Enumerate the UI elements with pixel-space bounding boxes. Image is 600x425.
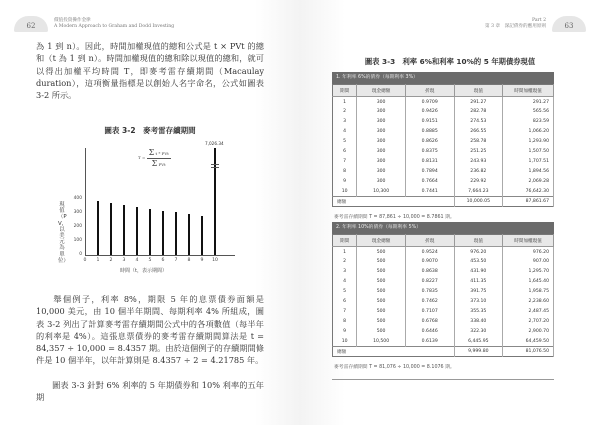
x-tick: 3	[122, 258, 126, 263]
bar-chart	[60, 140, 260, 275]
x-tick: 10	[212, 258, 218, 263]
column-header: 現值	[454, 85, 503, 97]
x-tick: 8	[187, 258, 191, 263]
duration-note: 麥考雷存續期間 T = 81,076 ÷ 10,000 = 8.1076 期。	[334, 365, 455, 370]
body-paragraph-2: 舉個例子，利率 8%，期限 5 年的息票債券面額是 10,000 美元，由 10 個半年期間、每期利率 4% 所組成，圖表 3-2 列出了計算麥考雷存續期間公式中的各項數值（每半年的利率是 4%）。這張息票債券的麥考雷存續期間算法是 t = 84,357 ÷ 10,000 = 8.4357 期。由於這個例子的存續期間條件是 10 個半年，以年計算則是 8.4357 ÷ 2 = 4.21785 年。	[36, 294, 264, 366]
chapter-label: 第 3 章 深記債券的應用原則	[485, 24, 546, 29]
table-row: 10 10,500 0.6139 6,445.95 64,459.50	[333, 337, 554, 347]
column-header: 時間加權現值	[503, 85, 554, 97]
body-paragraph-1: 為 1 到 n）。因此，時間加權現值的總和公式是 t × PVt 的總和（t 為 1 到 n）。時間加權現值的總和除以現值的總和，就可以得出加權平均時間 T，即麥考雷存續期間（Macaulay duration），這項衡量指標是以創始人名字命名，公式如圖表 3-2 所示。	[36, 41, 264, 101]
page-number: 62	[14, 16, 48, 32]
bar-t6	[162, 211, 165, 255]
bond-table-6pct	[332, 72, 554, 220]
left-page-header	[14, 16, 174, 32]
bar-t4	[136, 207, 139, 255]
table-heading: 1. 年利率 6%的債券（每期利率 3%）	[332, 72, 554, 84]
column-header: 現值	[454, 235, 503, 247]
y-tick: 400	[73, 196, 82, 201]
y-tick: 0	[79, 252, 82, 257]
table-row: 3 300 0.9151 274.53 823.59	[333, 117, 554, 127]
right-page-header	[485, 16, 586, 32]
book-subtitle: A Modern Approach to Graham and Dodd Investing	[54, 24, 175, 29]
bar-t9	[201, 216, 204, 255]
table-row: 2 500 0.9070 453.50 907.00	[333, 257, 554, 267]
x-tick: 6	[161, 258, 165, 263]
table-row: 4 300 0.8885 266.55 1,066.20	[333, 127, 554, 137]
table-row: 8 300 0.7894 236.82 1,894.56	[333, 167, 554, 177]
part-label: Part 2	[531, 17, 546, 23]
table-row: 9 500 0.6446 322.30 2,900.70	[333, 327, 554, 337]
bar-t8	[188, 214, 191, 255]
x-axis-label: 時間（t，表示期間）	[120, 268, 167, 274]
bar-t1	[97, 201, 100, 255]
bar-t7	[175, 212, 178, 255]
table-row: 4 500 0.8227 411.35 1,645.40	[333, 277, 554, 287]
y-tick: 100	[73, 238, 82, 243]
column-header: 期間	[333, 85, 357, 97]
axis-break-mark	[211, 164, 219, 165]
right-page	[300, 0, 600, 425]
column-header: 折現	[405, 85, 454, 97]
table-header-row	[333, 235, 554, 247]
x-tick: 0	[83, 258, 87, 263]
y-axis-label: 現值（PV，以美元為單位）	[58, 202, 69, 264]
page-number: 63	[552, 16, 586, 32]
table-row: 1 500 0.9524 976.20 976.20	[333, 247, 554, 257]
column-header: 折現	[405, 235, 454, 247]
table-row: 10 10,300 0.7441 7,664.23 76,642.30	[333, 187, 554, 197]
bond-table-10pct	[332, 222, 554, 380]
x-tick: 1	[96, 258, 100, 263]
column-header: 現金總額	[357, 235, 406, 247]
divider	[332, 379, 554, 380]
bar-value-label: 7,026.34	[205, 141, 224, 146]
table-row: 5 300 0.8626 258.78 1,293.90	[333, 137, 554, 147]
bar-t5	[149, 209, 152, 255]
data-table	[332, 234, 554, 357]
table-row: 9 300 0.7664 229.92 2,069.28	[333, 177, 554, 187]
column-header: 現金總額	[357, 85, 406, 97]
y-tick: 200	[73, 224, 82, 229]
table-row: 8 500 0.6768 338.40 2,707.20	[333, 317, 554, 327]
table-total-row: 總額 10,000.05 87,861.67	[333, 197, 554, 207]
column-header: 時間加權現值	[503, 235, 554, 247]
duration-note: 麥考雷存續期間 T = 87,861 ÷ 10,000 = 8.7861 期。	[334, 215, 455, 220]
table-row: 1 300 0.9709 291.27 291.27	[333, 97, 554, 107]
y-tick: 300	[73, 210, 82, 215]
table-header-row	[333, 85, 554, 97]
x-tick: 4	[135, 258, 139, 263]
book-title: 價值投資操作金律	[54, 17, 91, 23]
table-row: 6 500 0.7462 373.10 2,238.60	[333, 297, 554, 307]
x-tick: 5	[148, 258, 152, 263]
body-paragraph-3: 圖表 3-3 針對 6% 利率的 5 年期債券和 10% 利率的五年期	[36, 380, 264, 403]
table-row: 5 500 0.7835 391.75 1,958.75	[333, 287, 554, 297]
x-axis	[85, 255, 235, 256]
table-row: 3 500 0.8638 431.90 1,295.70	[333, 267, 554, 277]
x-tick: 9	[200, 258, 204, 263]
x-tick: 2	[109, 258, 113, 263]
y-axis	[85, 148, 86, 255]
x-tick: 7	[174, 258, 178, 263]
table-row: 7 500 0.7107 355.35 2,487.45	[333, 307, 554, 317]
chart-title: 圖表 3-2 麥考雷存續期間	[104, 126, 196, 135]
table-title: 圖表 3-3 利率 6%和利率 10%的 5 年期債券現值	[364, 57, 536, 66]
table-heading: 2. 年利率 10%的債券（每期利率 5%）	[332, 222, 554, 234]
bar-t2	[110, 203, 113, 255]
table-row: 6 300 0.8375 251.25 1,507.50	[333, 147, 554, 157]
table-row: 7 300 0.8131 243.93 1,707.51	[333, 157, 554, 167]
running-head	[54, 18, 174, 30]
table-total-row: 總額 9,999.80 81,076.50	[333, 347, 554, 357]
axis-break-mark	[211, 167, 219, 168]
running-head	[485, 18, 546, 30]
table-row: 2 300 0.9426 282.78 565.56	[333, 107, 554, 117]
duration-formula: T = $\frac{\text{Σ t * PVt}}{\text{Σ PVt}}$	[138, 148, 169, 168]
bar-t3	[123, 205, 126, 255]
data-table	[332, 84, 554, 207]
column-header: 期間	[333, 235, 357, 247]
